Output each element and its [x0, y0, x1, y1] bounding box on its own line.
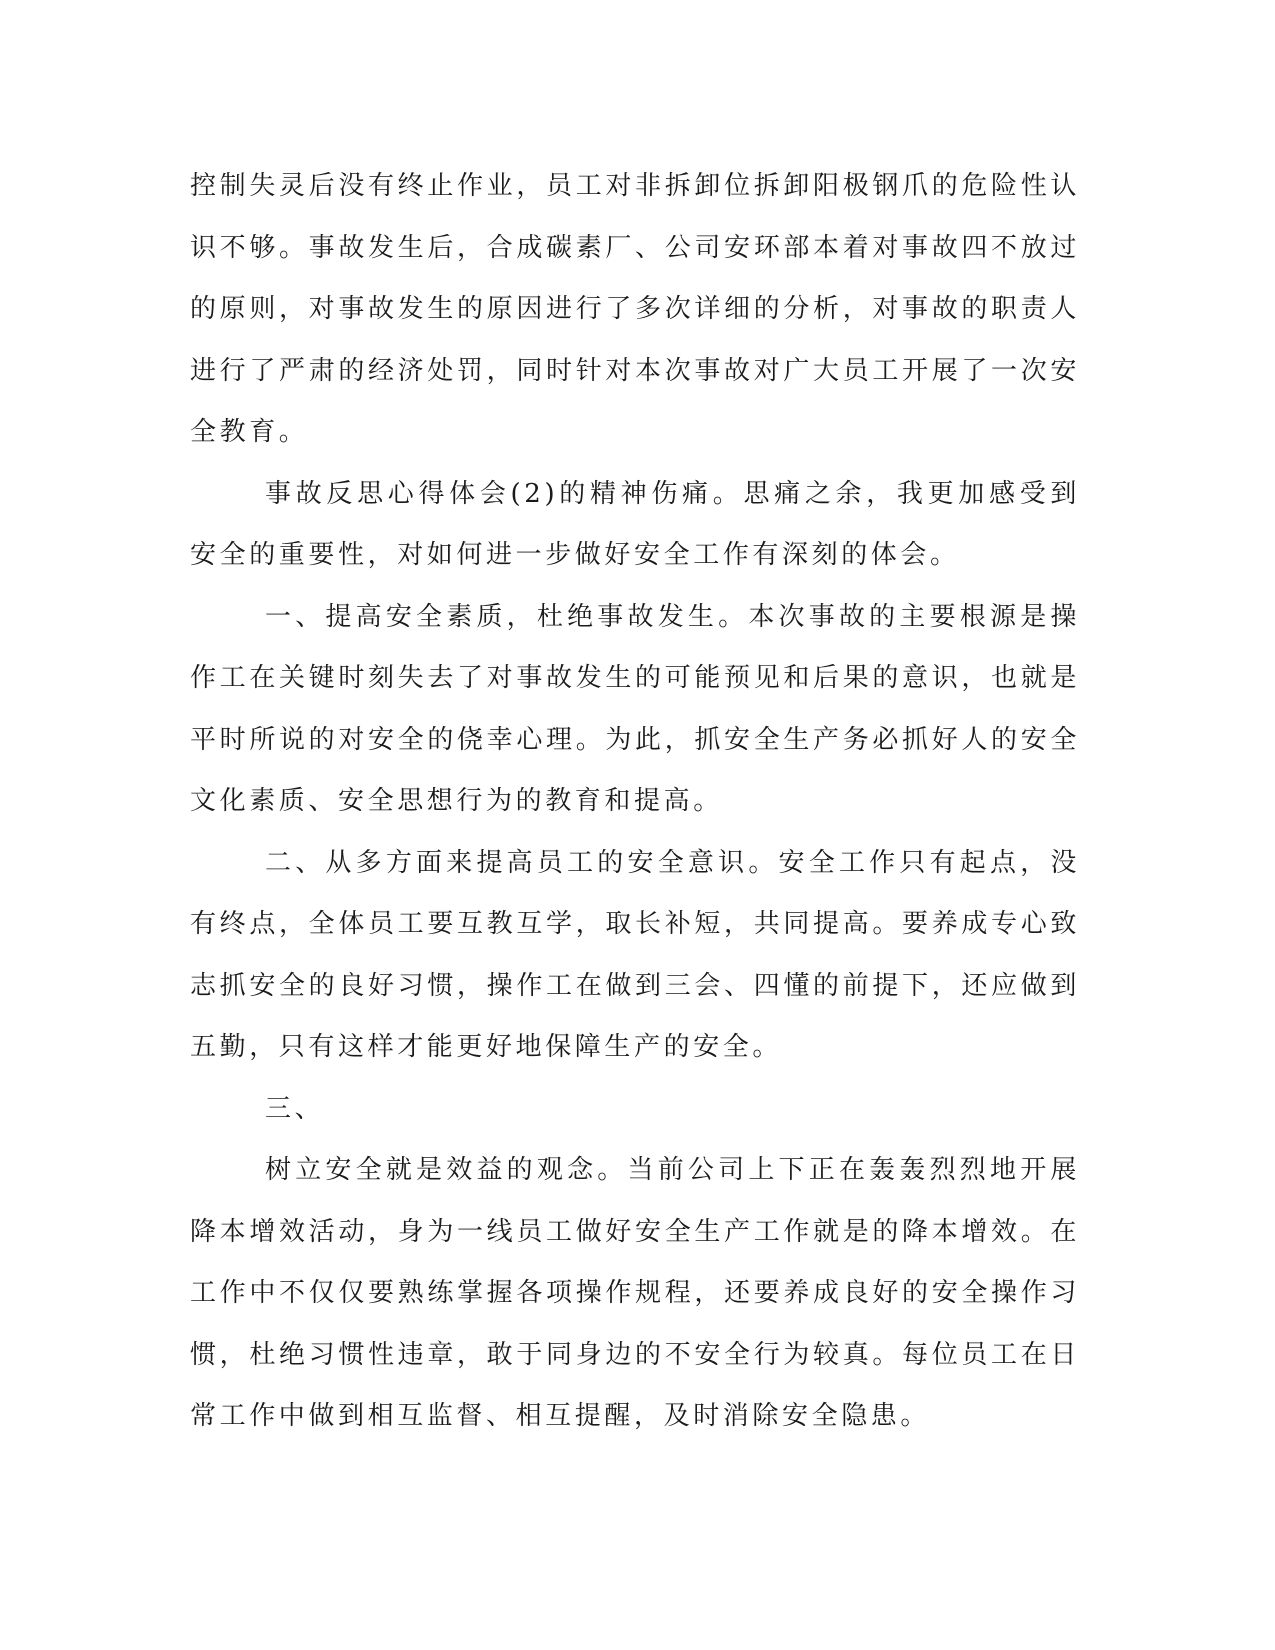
paragraph-accident-summary: 控制失灵后没有终止作业，员工对非拆卸位拆卸阳极钢爪的危险性认识不够。事故发生后，合成碳素厂、公司安环部本着对事故四不放过的原则，对事故发生的原因进行了多次详细的分析，对事故的职责人进行了严肃的经济处罚，同时针对本次事故对广大员工开展了一次安全教育。 [190, 171, 1080, 447]
paragraph-point-three-heading: 三、 [265, 1093, 325, 1124]
paragraph-point-three-body: 树立安全就是效益的观念。当前公司上下正在轰轰烈烈地开展降本增效活动，身为一线员工做好安全生产工作就是的降本增效。在工作中不仅仅要熟练掌握各项操作规程，还要养成良好的安全操作习惯，杜绝习惯性违章，敢于同身边的不安全行为较真。每位员工在日常工作中做到相互监督、相互提醒，及时消除安全隐患。 [190, 1155, 1080, 1431]
document-body [190, 156, 1080, 1448]
paragraph-reflection-intro: 事故反思心得体会(2)的精神伤痛。思痛之余，我更加感受到安全的重要性，对如何进一步做好安全工作有深刻的体会。 [190, 478, 1080, 570]
paragraph-point-two: 二、从多方面来提高员工的安全意识。安全工作只有起点，没有终点，全体员工要互教互学，取长补短，共同提高。要养成专心致志抓安全的良好习惯，操作工在做到三会、四懂的前提下，还应做到五勤，只有这样才能更好地保障生产的安全。 [190, 847, 1080, 1062]
paragraph-point-one: 一、提高安全素质，杜绝事故发生。本次事故的主要根源是操作工在关键时刻失去了对事故发生的可能预见和后果的意识，也就是平时所说的对安全的侥幸心理。为此，抓安全生产务必抓好人的安全文化素质、安全思想行为的教育和提高。 [190, 601, 1080, 816]
